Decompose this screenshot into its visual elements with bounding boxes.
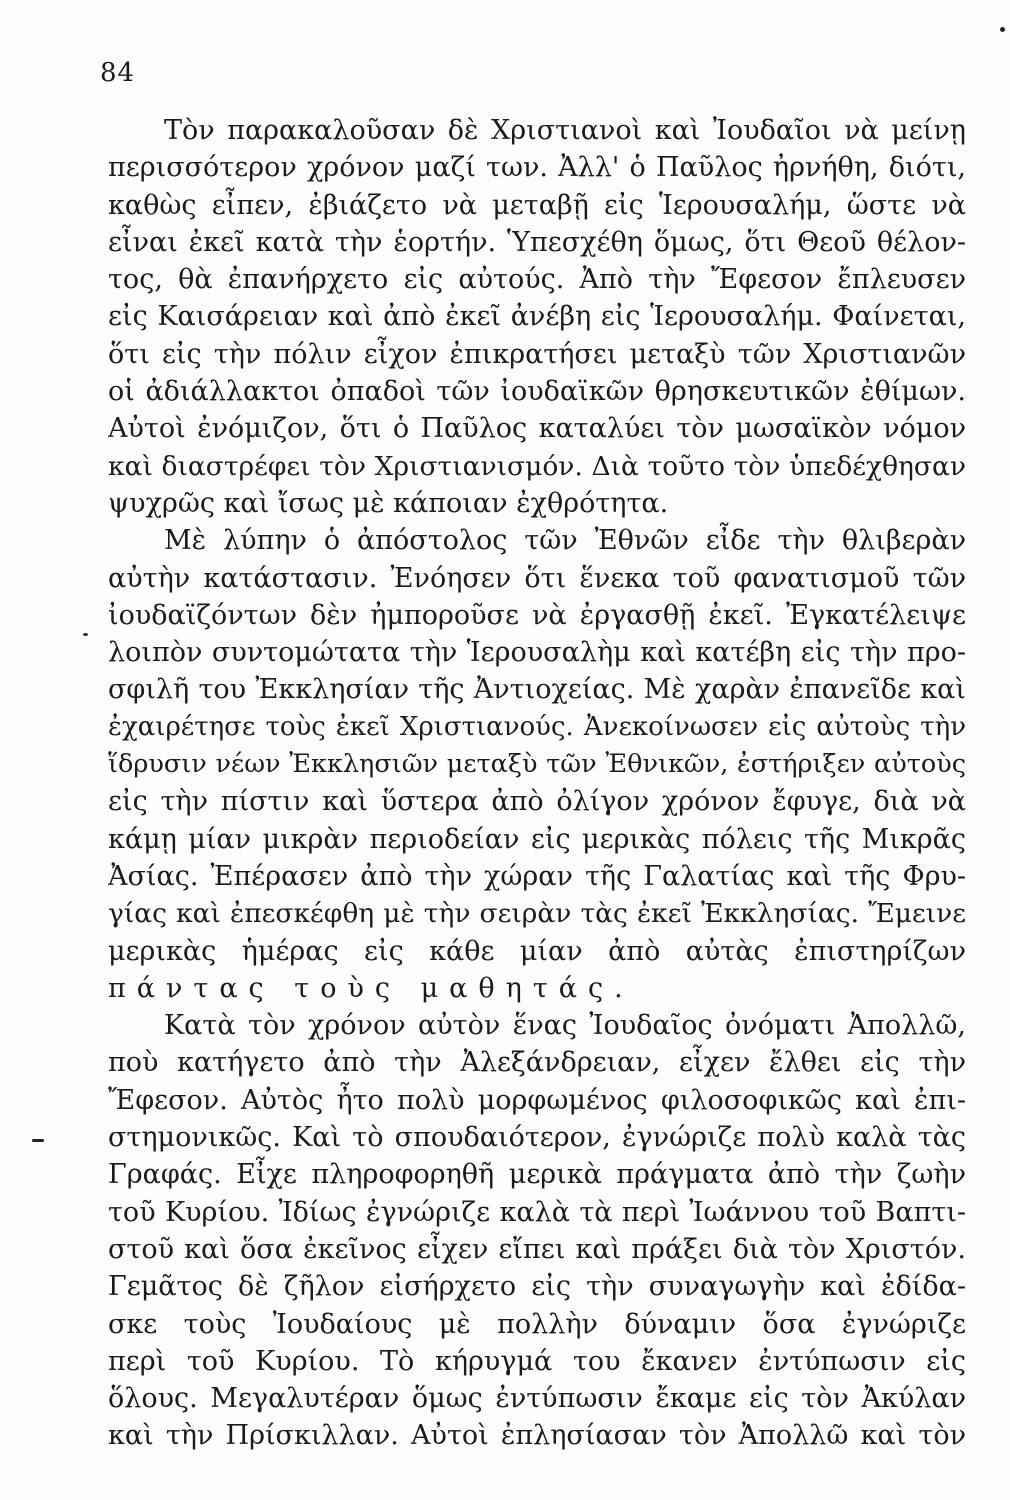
text-line: ὅτι εἰς τὴν πόλιν εἶχον ἐπικρατήσει μεταξὺ τῶν Χριστιανῶν (108, 338, 966, 370)
text-line: καὶ τὴν Πρίσκιλλαν. Αὐτοὶ ἐπλησίασαν τὸν Ἀπολλῶ καὶ τὸν (108, 1420, 966, 1452)
text-line: Γεμᾶτος δὲ ζῆλον εἰσήρχετο εἰς τὴν συναγωγὴν καὶ ἐδίδα- (108, 1271, 966, 1303)
text-line: Μὲ λύπην ὁ ἀπόστολος τῶν Ἐθνῶν εἶδε τὴν θλιβερὰν (164, 525, 966, 557)
scan-speck-left-lower (32, 1139, 44, 1142)
text-line: εἰς Καισάρειαν καὶ ἀπὸ ἐκεῖ ἀνέβη εἰς Ἱερουσαλήμ. Φαίνεται, (108, 301, 966, 333)
text-line: κάμῃ μίαν μικρὰν περιοδείαν εἰς μερικὰς πόλεις τῆς Μικρᾶς (108, 823, 966, 855)
text-line: καὶ διαστρέφει τὸν Χριστιανισμόν. Διὰ τοῦτο τὸν ὑπεδέχθησαν (108, 450, 966, 482)
text-line: τος, θὰ ἐπανήρχετο εἰς αὐτούς. Ἀπὸ τὴν Ἔφεσον ἔπλευσεν (108, 264, 966, 296)
text-line: ἰουδαϊζόντων δὲν ἠμποροῦσε νὰ ἐργασθῇ ἐκεῖ. Ἐγκατέλειψε (108, 599, 966, 631)
text-line: Ἀσίας. Ἐπέρασεν ἀπὸ τὴν χώραν τῆς Γαλατίας καὶ τῆς Φρυ- (108, 860, 966, 892)
text-line: στημονικῶς. Καὶ τὸ σπουδαιότερον, ἐγνώριζε πολὺ καλὰ τὰς (108, 1122, 966, 1154)
text-line: ἐχαιρέτησε τοὺς ἐκεῖ Χριστιανούς. Ἀνεκοίνωσεν εἰς αὐτοὺς τὴν (108, 711, 966, 742)
text-line: στοῦ καὶ ὅσα ἐκεῖνος εἶχεν εἴπει καὶ πράξει διὰ τὸν Χριστόν. (108, 1233, 966, 1265)
text-line: σφιλῆ του Ἐκκλησίαν τῆς Ἀντιοχείας. Μὲ χαρὰν ἐπανεῖδε καὶ (108, 674, 966, 706)
text-line: ὅλους. Μεγαλυτέραν ὅμως ἐντύπωσιν ἔκαμε εἰς τὸν Ἀκύλαν (108, 1383, 966, 1415)
text-line: ποὺ κατήγετο ἀπὸ τὴν Ἀλεξάνδρειαν, εἶχεν ἔλθει εἰς τὴν (108, 1047, 966, 1079)
text-line: εἰς τὴν πίστιν καὶ ὕστερα ἀπὸ ὀλίγον χρόνον ἔφυγε, διὰ νὰ (108, 786, 966, 818)
text-line: λοιπὸν συντομώτατα τὴν Ἱερουσαλὴμ καὶ κατέβη εἰς τὴν προ- (108, 637, 966, 669)
text-line: Ἔφεσον. Αὐτὸς ἦτο πολὺ μορφωμένος φιλοσοφικῶς καὶ ἐπι- (108, 1084, 966, 1116)
text-line: περισσότερον χρόνον μαζί των. Ἀλλ' ὁ Παῦλος ἠρνήθη, διότι, (108, 152, 966, 184)
page-number: 84 (100, 58, 136, 88)
text-line: αὐτὴν κατάστασιν. Ἐνόησεν ὅτι ἕνεκα τοῦ φανατισμοῦ τῶν (108, 562, 966, 594)
text-line: Γραφάς. Εἶχε πληροφορηθῆ μερικὰ πράγματα ἀπὸ τὴν ζωὴν (108, 1159, 966, 1191)
text-line: εἶναι ἐκεῖ κατὰ τὴν ἑορτήν. Ὑπεσχέθη ὅμως, ὅτι Θεοῦ θέλον- (108, 226, 966, 258)
text-line: ἵδρυσιν νέων Ἐκκλησιῶν μεταξὺ τῶν Ἐθνικῶν, ἐστήριξεν αὐτοὺς (108, 749, 966, 780)
text-line: τοῦ Κυρίου. Ἰδίως ἐγνώριζε καλὰ τὰ περὶ Ἰωάννου τοῦ Βαπτι- (108, 1196, 966, 1228)
text-line: μερικὰς ἡμέρας εἰς κάθε μίαν ἀπὸ αὐτὰς ἐπιστηρίζων (108, 935, 966, 967)
scan-speck-top-right (1000, 27, 1005, 32)
text-line: Κατὰ τὸν χρόνον αὐτὸν ἕνας Ἰουδαῖος ὀνόματι Ἀπολλῶ, (164, 1010, 966, 1042)
text-line: οἱ ἀδιάλλακτοι ὀπαδοὶ τῶν ἰουδαϊκῶν θρησκευτικῶν ἐθίμων. (108, 376, 966, 408)
text-line: Τὸν παρακαλοῦσαν δὲ Χριστιανοὶ καὶ Ἰουδαῖοι νὰ μείνῃ (164, 115, 966, 146)
text-line: περὶ τοῦ Κυρίου. Τὸ κήρυγμά του ἔκανεν ἐντύπωσιν εἰς (108, 1345, 966, 1377)
text-line: Αὐτοὶ ἐνόμιζον, ὅτι ὁ Παῦλος καταλύει τὸν μωσαϊκὸν νόμον (108, 413, 966, 445)
text-line: ψυχρῶς καὶ ἴσως μὲ κάποιαν ἐχθρότητα. (108, 487, 669, 519)
text-line: σκε τοὺς Ἰουδαίους μὲ πολλὴν δύναμιν ὅσα ἐγνώριζε (108, 1308, 966, 1340)
text-line: καθὼς εἶπεν, ἐβιάζετο νὰ μεταβῇ εἰς Ἱερουσαλήμ, ὥστε νὰ (108, 189, 966, 221)
scan-speck-left (83, 633, 88, 636)
text-line: γίας καὶ ἐπεσκέφθη μὲ τὴν σειρὰν τὰς ἐκεῖ Ἐκκλησίας. Ἔμεινε (108, 898, 966, 930)
body-text (108, 112, 966, 1455)
text-line: πάντας τοὺς μαθητάς. (108, 972, 634, 1004)
